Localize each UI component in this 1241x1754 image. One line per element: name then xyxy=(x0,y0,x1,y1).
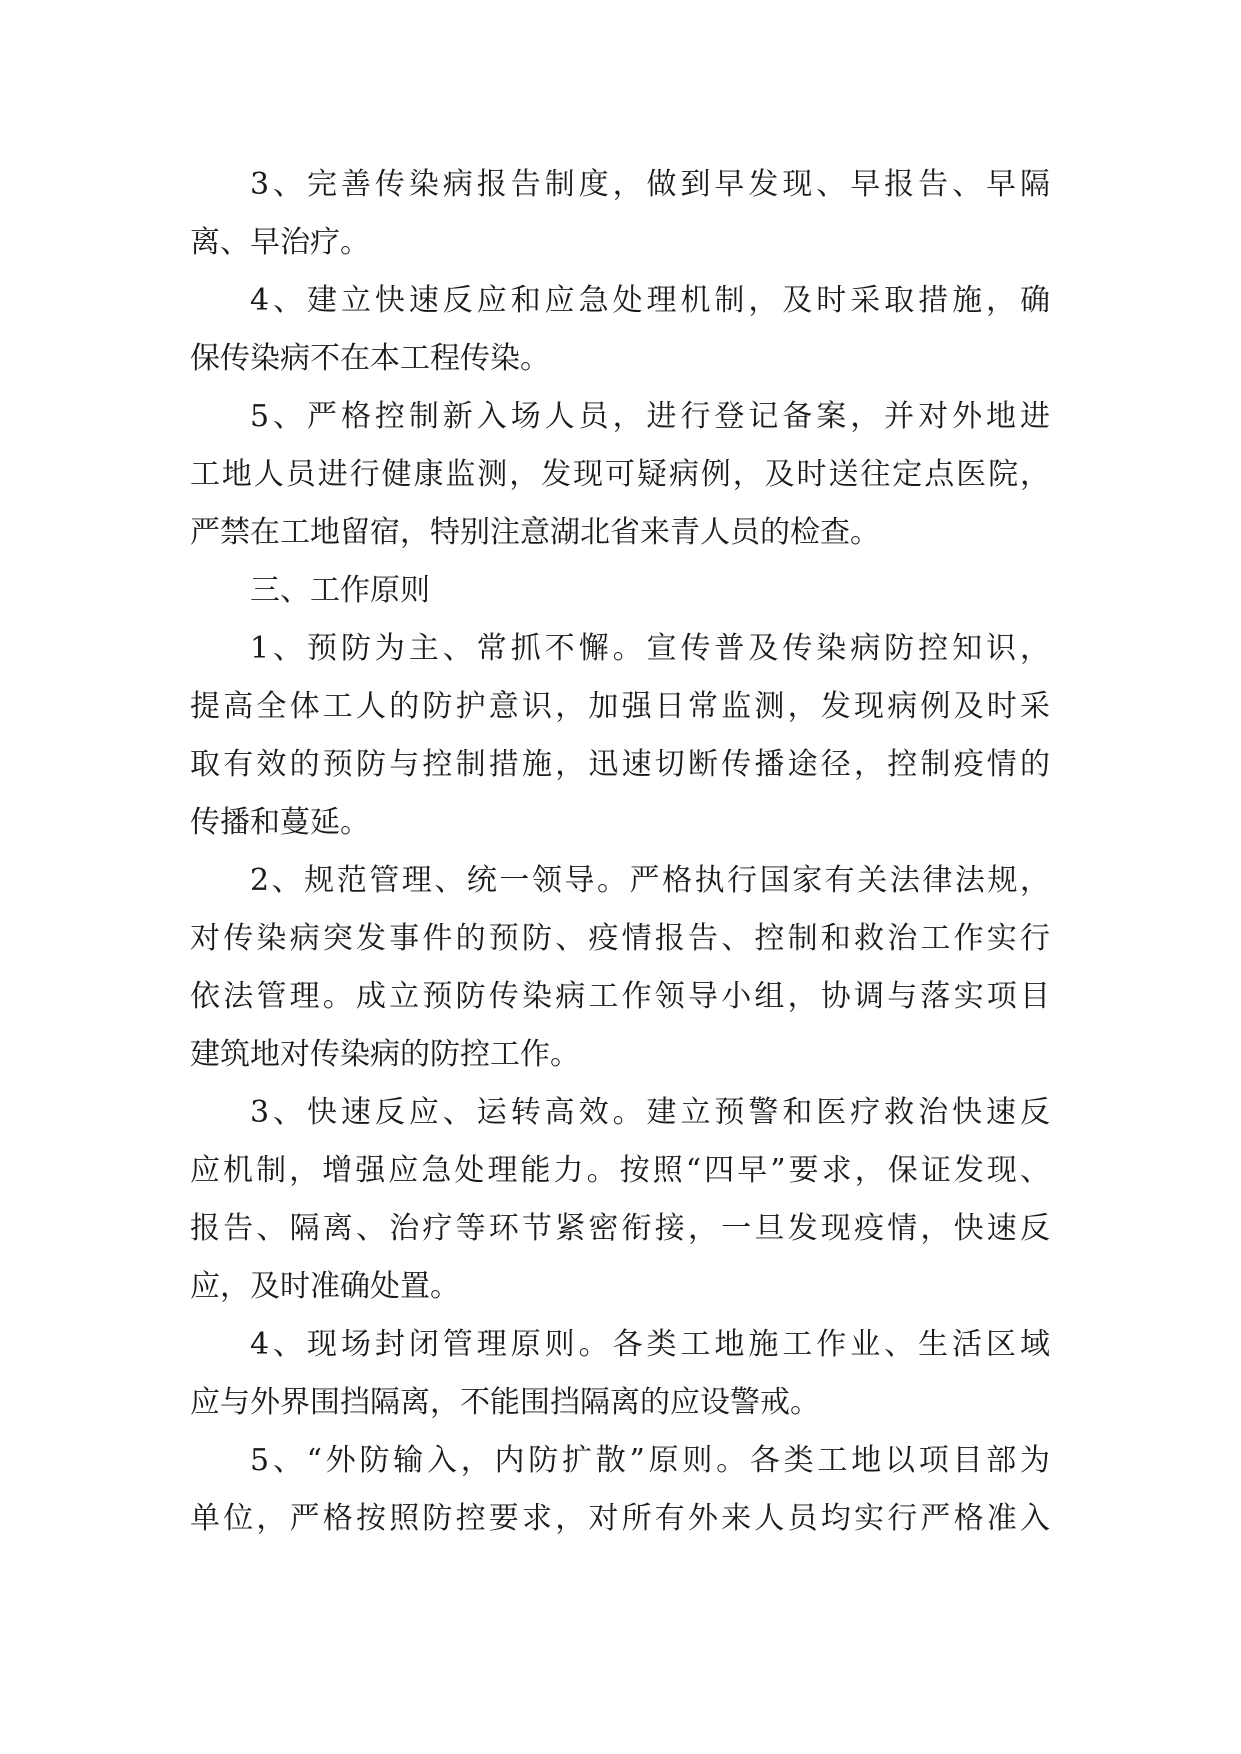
paragraph-line: 单位，严格按照防控要求，对所有外来人员均实行严格准入 xyxy=(190,1501,1050,1536)
paragraph-line: 1、预防为主、常抓不懈。宣传普及传染病防控知识， xyxy=(250,631,1050,666)
paragraph-line: 3、快速反应、运转高效。建立预警和医疗救治快速反 xyxy=(250,1095,1050,1130)
paragraph-line: 报告、隔离、治疗等环节紧密衔接，一旦发现疫情，快速反 xyxy=(190,1211,1050,1246)
paragraph-line: 应机制，增强应急处理能力。按照“四早”要求，保证发现、 xyxy=(190,1153,1050,1188)
paragraph-line: 保传染病不在本工程传染。 xyxy=(190,341,550,376)
paragraph-line: 取有效的预防与控制措施，迅速切断传播途径，控制疫情的 xyxy=(190,747,1050,782)
paragraph-line: 提高全体工人的防护意识，加强日常监测，发现病例及时采 xyxy=(190,689,1050,724)
section-heading: 三、工作原则 xyxy=(250,573,430,608)
document-body xyxy=(190,156,1050,1548)
paragraph-line: 应，及时准确处置。 xyxy=(190,1269,460,1304)
paragraph-line: 严禁在工地留宿，特别注意湖北省来青人员的检查。 xyxy=(190,515,880,550)
paragraph-line: 5、严格控制新入场人员，进行登记备案，并对外地进 xyxy=(250,399,1050,434)
paragraph-line: 5、“外防输入，内防扩散”原则。各类工地以项目部为 xyxy=(250,1443,1050,1478)
paragraph-line: 3、完善传染病报告制度，做到早发现、早报告、早隔 xyxy=(250,167,1050,202)
paragraph-line: 工地人员进行健康监测，发现可疑病例，及时送往定点医院， xyxy=(190,457,1050,492)
paragraph-line: 依法管理。成立预防传染病工作领导小组，协调与落实项目 xyxy=(190,979,1050,1014)
paragraph-line: 建筑地对传染病的防控工作。 xyxy=(190,1037,580,1072)
paragraph-line: 离、早治疗。 xyxy=(190,225,370,260)
paragraph-line: 2、规范管理、统一领导。严格执行国家有关法律法规， xyxy=(250,863,1050,898)
paragraph-line: 对传染病突发事件的预防、疫情报告、控制和救治工作实行 xyxy=(190,921,1050,956)
paragraph-line: 4、建立快速反应和应急处理机制，及时采取措施，确 xyxy=(250,283,1050,318)
paragraph-line: 传播和蔓延。 xyxy=(190,805,370,840)
paragraph-line: 4、现场封闭管理原则。各类工地施工作业、生活区域 xyxy=(250,1327,1050,1362)
paragraph-line: 应与外界围挡隔离，不能围挡隔离的应设警戒。 xyxy=(190,1385,820,1420)
